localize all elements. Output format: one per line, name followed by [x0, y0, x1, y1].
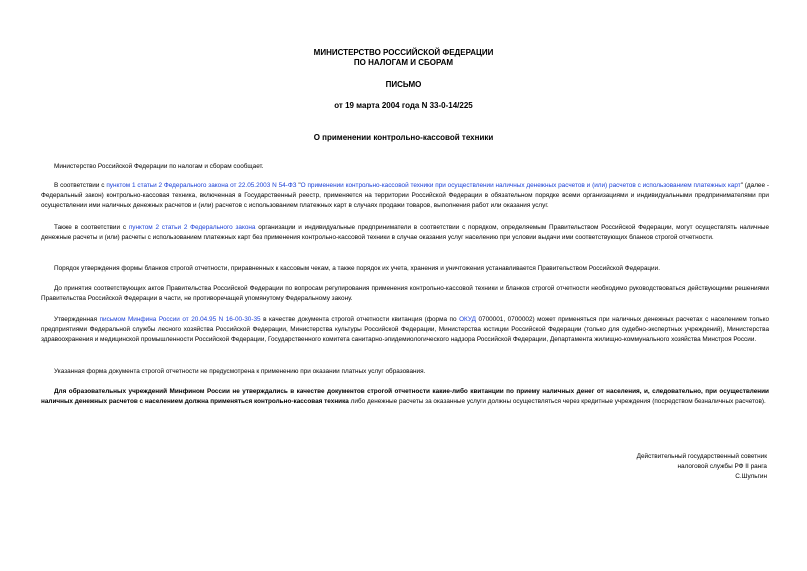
paragraph-3-text-b: организации и индивидуальные предприниматели в соответствии с порядком, определяемым Правительством Российской Федерации, могут осуществлять наличные денежные расчеты и (или) расчеты с использованием платежных карт без применения контрольно-кассовой техники в случае оказания услуг населению при условии выдачи ими соответствующих бланков строгой отчетности.: [41, 224, 770, 241]
signature-line-2: налоговой службы РФ II ранга: [677, 463, 767, 470]
minfin-letter-link[interactable]: письмом Минфина России от 20.04.95 N 16-00-30-35: [99, 316, 261, 323]
federal-law-title-link[interactable]: О применении контрольно-кассовой техники при осуществлении наличных денежных расчетов и (или) расчетов с использованием платежных карт: [300, 182, 741, 189]
document-subject: О применении контрольно-кассовой техники: [313, 133, 494, 142]
paragraph-8-rest: либо денежные расчеты за оказанные услуги должны осуществляться через кредитные учреждения (посредством безналичных расчетов).: [348, 397, 766, 405]
paragraph-8-bold: Для образовательных учреждений Минфином России не утверждались в качестве документов строгой отчетности какие-либо квитанции по приему наличных денег от населения, и, следовательно, при осуществлении наличных денежных расчетов с населением должна применяться контрольно-кассовая техника: [41, 388, 769, 405]
document-date-number: от 19 марта 2004 года N 33-0-14/225: [334, 101, 473, 110]
signature-line-1: Действительный государственный советник: [636, 453, 767, 460]
ministry-header: [0, 48, 807, 68]
paragraph-4: Порядок утверждения формы бланков строгой отчетности, приравненных к кассовым чекам, а также порядок их учета, хранения и уничтожения устанавливается Правительством Российской Федерации.: [54, 265, 660, 272]
paragraph-3-text-a: Также в соответствии с: [54, 224, 129, 231]
paragraph-2-text-b: ": [296, 182, 301, 189]
paragraph-2: [41, 181, 769, 210]
federal-law-article-1-link[interactable]: пунктом 1 статьи 2 Федерального закона от 22.05.2003 N 54-ФЗ: [106, 182, 297, 189]
paragraph-6-text-c: 0700001, 0700002) может применяться при наличных денежных расчетах с населением только предприятиями Федеральной службы лесного хозяйства Российской Федерации, Министерства культуры Российской Федерации, Министерства юстиции Российской Федерации (только для судебно-экспертных учреждений), Министерства здравоохранения и медицинской промышленности Российской Федерации, Государственного комитета санитарно-эпидемиологического надзора Российской Федерации, Департамента жилищно-коммунального хозяйства Минстроя России.: [41, 316, 769, 343]
federal-law-article-2-link[interactable]: пунктом 2 статьи 2 Федерального закона: [128, 224, 256, 231]
signature-block: [637, 452, 767, 482]
signature-name: С.Шульгин: [735, 473, 767, 480]
document-type: ПИСЬМО: [385, 80, 422, 89]
ministry-line-2: ПО НАЛОГАМ И СБОРАМ: [353, 58, 454, 67]
paragraph-8: [41, 387, 769, 407]
paragraph-2-text-c: " (далее - Федеральный закон) контрольно-кассовая техника, включенная в Государственный реестр, применяется на территории Российской Федерации в обязательном порядке всеми организациями и индивидуальными предпринимателями при осуществлении ими наличных денежных расчетов и (или) расчетов с использованием платежных карт в случаях продажи товаров, выполнения работ или оказания услуг.: [41, 182, 770, 209]
okud-link[interactable]: ОКУД: [459, 316, 476, 323]
paragraph-6-text-b: в качестве документа строгой отчетности квитанция (форма по: [260, 316, 460, 323]
paragraph-6: [41, 315, 769, 344]
paragraph-2-text-a: В соответствии с: [54, 182, 107, 189]
paragraph-6-text-a: Утвержденная: [54, 316, 100, 323]
paragraph-1: Министерство Российской Федерации по налогам и сборам сообщает.: [54, 163, 264, 170]
ministry-line-1: МИНИСТЕРСТВО РОССИЙСКОЙ ФЕДЕРАЦИИ: [313, 48, 494, 57]
paragraph-5: До принятия соответствующих актов Правительства Российской Федерации по вопросам регулирования применения контрольно-кассовой техники и бланков строгой отчетности необходимо руководствоваться действующими решениями Правительства Российской Федерации в части, не противоречащей упомянутому Федеральному закону.: [41, 285, 769, 302]
paragraph-3: [41, 223, 769, 243]
paragraph-7: Указанная форма документа строгой отчетности не предусмотрена к применению при оказании платных услуг образования.: [54, 368, 426, 375]
